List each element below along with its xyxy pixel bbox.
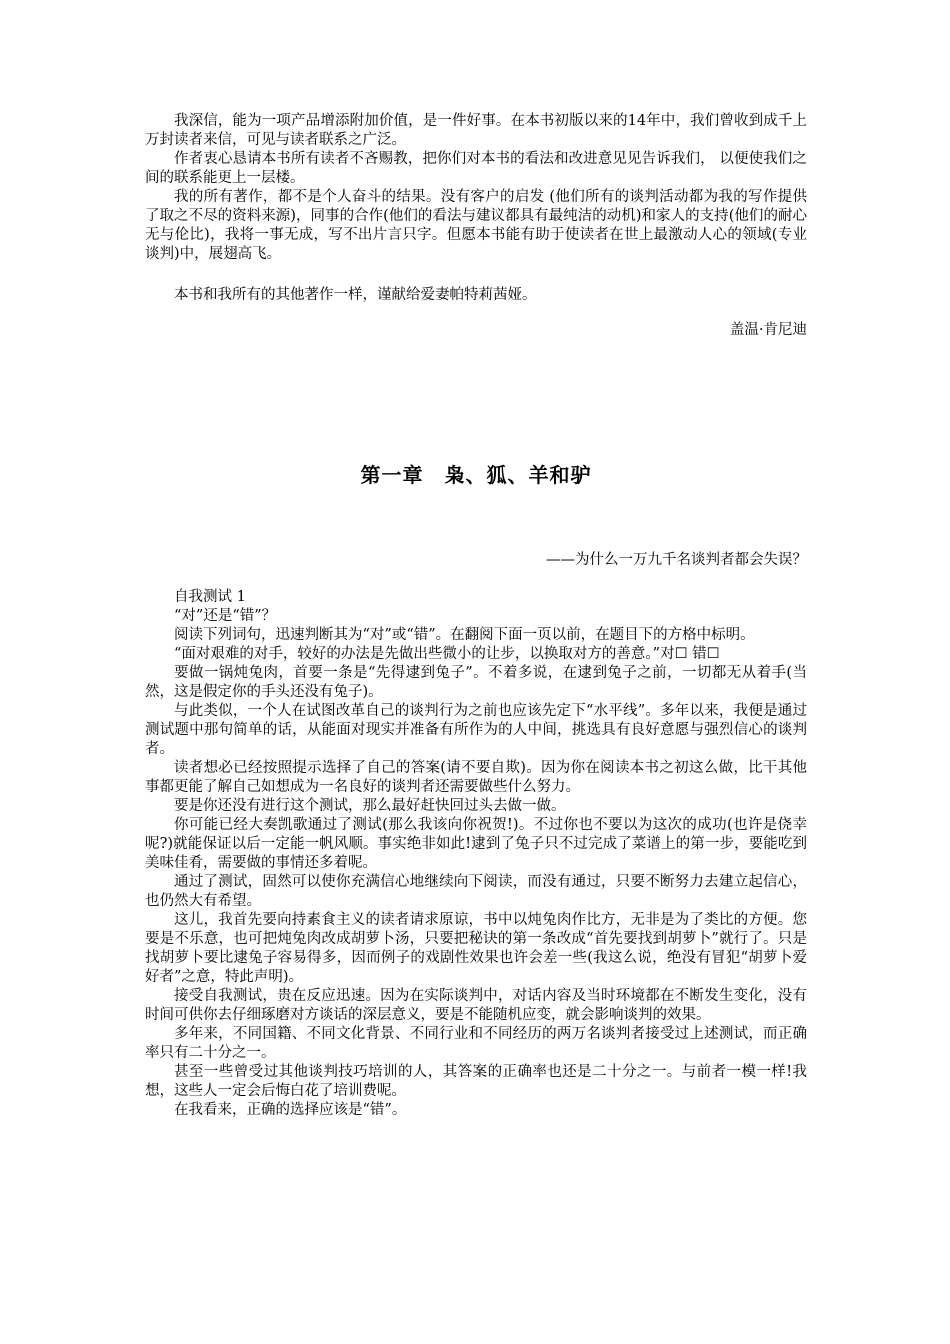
document-page (145, 112, 807, 1120)
body-paragraph: 要做一锅炖兔肉，首要一条是“先得逮到兔子”。不着多说，在逮到兔子之前，一切都无从着手(当然，这是假定你的手头还没有兔子)。 (145, 665, 807, 700)
author-signature: 盖温·肯尼迪 (729, 322, 807, 338)
chapter-title: 第一章 枭、狐、羊和驴 (360, 463, 592, 487)
body-paragraph: 这儿，我首先要向持素食主义的读者请求原谅，书中以炖兔肉作比方，无非是为了类比的方便。您要是不乐意，也可把炖兔肉改成胡萝卜汤，只要把秘诀的第一条改成“首先要找到胡萝卜”就行了。只是找胡萝卜要比逮兔子容易得多，因而例子的戏剧性效果也许会差一些(我这么说，绝没有冒犯“胡萝卜爱好者”之意，特此声明)。 (145, 912, 807, 985)
test-statement: “面对艰难的对手，较好的办法是先做出些微小的让步，以换取对方的善意。”对☐ 错☐ (174, 646, 720, 662)
body-paragraph: 与此类似，一个人在试图改革自己的谈判行为之前也应该先定下“水平线”。多年以来，我便是通过测试题中那句简单的话，从能面对现实并准备有所作为的人中间，挑选具有良好意愿与强烈信心的谈判者。 (145, 703, 807, 757)
preface-paragraph: 作者衷心恳请本书所有读者不吝赐教，把你们对本书的看法和改进意见见告诉我们， 以便使我们之间的联系能更上一层楼。 (145, 151, 807, 186)
chapter-subtitle: ——为什么一万九千名谈判者都会失误？ (546, 552, 807, 568)
body-paragraph: 你可能已经大奏凯歌通过了测试(那么我该向你祝贺!)。不过你也不要以为这次的成功(也许是侥幸呢?)就能保证以后一定能一帆风顺。事实绝非如此!逮到了兔子只不过完成了菜谱上的第一步，要能吃到美味佳肴，需要做的事情还多着呢。 (145, 817, 807, 871)
chapter-section (145, 463, 807, 1120)
body-paragraph: 要是你还没有进行这个测试，那么最好赶快回过头去做一做。 (174, 798, 566, 814)
body-paragraph: 读者想必已经按照提示选择了自己的答案(请不要自欺)。因为你在阅读本书之初这么做，比干其他事都更能了解自己如想成为一名良好的谈判者还需要做些什么努力。 (145, 760, 807, 795)
preface-section (145, 112, 807, 340)
preface-paragraph: 我深信，能为一项产品增添附加价值，是一件好事。在本书初版以来的14年中，我们曾收到成千上万封读者来信，可见与读者联系之广泛。 (145, 113, 807, 148)
test-question: “对”还是“错”？ (174, 608, 277, 624)
body-paragraph: 接受自我测试，贵在反应迅速。因为在实际谈判中，对话内容及当时环境都在不断发生变化，没有时间可供你去仔细琢磨对方谈话的深层意义，要是不能随机应变，就会影响谈判的效果。 (145, 988, 807, 1023)
body-paragraph: 甚至一些曾受过其他谈判技巧培训的人，其答案的正确率也还是二十分之一。与前者一模一样!我想，这些人一定会后悔白花了培训费呢。 (145, 1064, 807, 1099)
dedication: 本书和我所有的其他著作一样，谨献给爱妻帕特莉茜娅。 (174, 287, 537, 303)
body-paragraph: 多年来，不同国籍、不同文化背景、不同行业和不同经历的两万名谈判者接受过上述测试，而正确率只有二十分之一。 (145, 1026, 807, 1061)
body-paragraph: 在我看来，正确的选择应该是“错”。 (174, 1102, 407, 1118)
body-paragraph: 阅读下列词句，迅速判断其为“对”或“错”。在翻阅下面一页以前，在题目下的方格中标明。 (174, 627, 755, 643)
test-heading: 自我测试 1 (174, 589, 246, 605)
preface-paragraph: 我的所有著作，都不是个人奋斗的结果。没有客户的启发 (他们所有的谈判活动都为我的写作提供了取之不尽的资料来源)，同事的合作(他们的看法与建议都具有最纯洁的动机)和家人的支持(他们的耐心无与伦比)，我将一事无成，写不出片言只字。但愿本书能有助于使读者在世上最激动人心的领域(专业谈判)中，展翅高飞。 (145, 189, 807, 262)
body-paragraph: 通过了测试，固然可以使你充满信心地继续向下阅读，而没有通过，只要不断努力去建立起信心，也仍然大有希望。 (145, 874, 807, 909)
